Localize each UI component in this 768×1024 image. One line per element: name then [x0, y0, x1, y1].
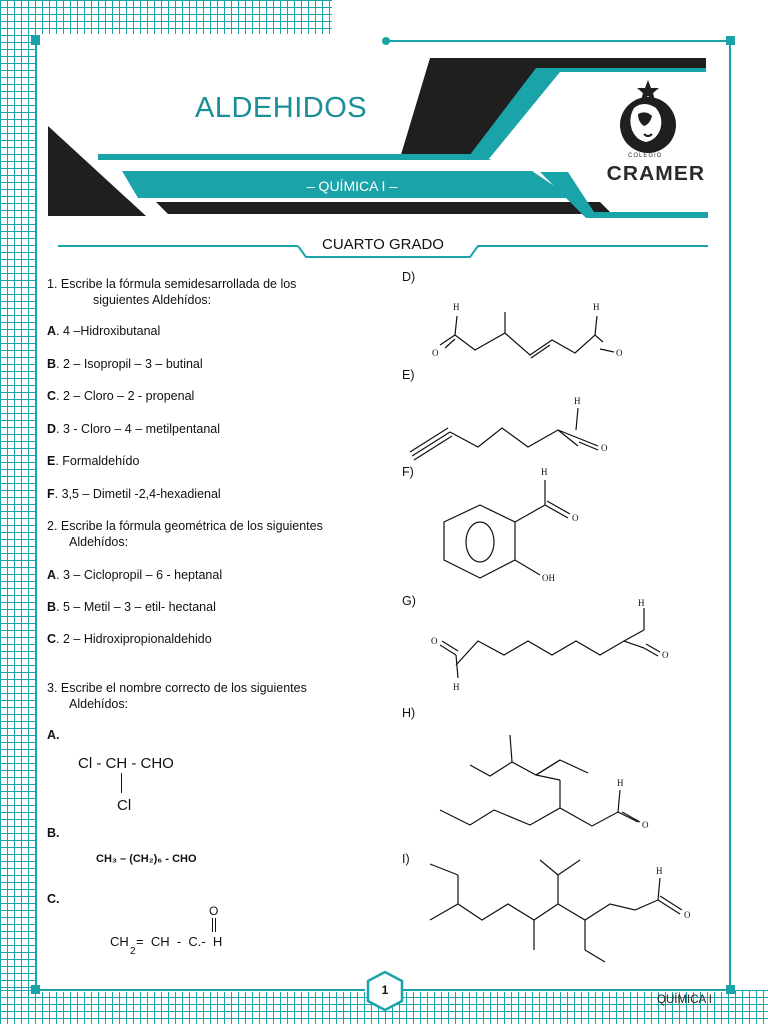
frame-bottom-right: [402, 989, 730, 991]
atom-o: O: [642, 820, 649, 830]
atom-o: O: [616, 348, 623, 358]
atom-h: H: [656, 866, 663, 876]
question-3-label-b: B.: [47, 826, 60, 840]
formula-a-line1: Cl - CH - CHO: [78, 755, 174, 772]
header-decoration: [0, 0, 768, 270]
atom-h: H: [593, 302, 600, 312]
atom-o: O: [572, 513, 579, 523]
formula-c-bond: [212, 918, 213, 932]
atom-h: H: [638, 598, 645, 608]
question-1-text-cont: siguientes Aldehídos:: [93, 293, 212, 307]
page-number: 1: [381, 983, 389, 997]
grade-label: CUARTO GRADO: [322, 236, 444, 253]
list-item: B. 2 – Isopropil – 3 – butinal: [47, 357, 203, 371]
formula-c-bond: [215, 918, 216, 932]
atom-o: O: [431, 636, 438, 646]
structure-label-i: I): [402, 852, 410, 866]
formula-c-main: CH = CH - C.- H: [110, 934, 223, 949]
skeletal-structures: [400, 290, 720, 980]
list-item: B. 5 – Metil – 3 – etil- hectanal: [47, 600, 216, 614]
list-item: C. 2 – Hidroxipropionaldehido: [47, 632, 212, 646]
structure-label-d: D): [402, 270, 416, 284]
structure-label-e: E): [402, 368, 415, 382]
corner-dot: [726, 985, 735, 994]
question-3-label-a: A.: [47, 728, 60, 742]
list-item: A. 4 –Hidroxibutanal: [47, 324, 161, 338]
frame-bottom-left: [35, 989, 365, 991]
list-item: F. 3,5 – Dimetil -2,4-hexadienal: [47, 487, 221, 501]
atom-o: O: [432, 348, 439, 358]
page-subtitle: – QUÍMICA I –: [306, 178, 398, 194]
formula-c-subscript: 2: [130, 946, 136, 957]
atom-o: O: [662, 650, 669, 660]
list-item: A. 3 – Ciclopropil – 6 - heptanal: [47, 568, 223, 582]
atom-o: O: [601, 443, 608, 453]
question-2-text: 2. Escribe la fórmula geométrica de los siguientes: [47, 519, 323, 533]
logo-small-text: COLEGIO: [628, 153, 663, 159]
page-title: ALDEHIDOS: [195, 92, 368, 124]
formula-a-line2: Cl: [117, 797, 132, 814]
question-3-label-c: C.: [47, 892, 60, 906]
corner-dot: [31, 985, 40, 994]
atom-h: H: [574, 396, 581, 406]
atom-h: H: [453, 302, 460, 312]
formula-a-bond: [121, 773, 122, 793]
structure-h: [440, 735, 640, 826]
atom-h: H: [453, 682, 460, 692]
formula-b: CH₃ – (CH₂)₆ - CHO: [96, 853, 197, 865]
question-3-text-cont: Aldehídos:: [69, 697, 129, 711]
question-1-text: 1. Escribe la fórmula semidesarrollada de los: [47, 277, 297, 291]
structure-g: [440, 608, 660, 678]
structure-label-h: H): [402, 706, 416, 720]
lion-logo-icon: [620, 80, 676, 153]
list-item: C. 2 – Cloro – 2 - propenal: [47, 389, 195, 403]
structure-f: [444, 480, 570, 578]
list-item: D. 3 - Cloro – 4 – metilpentanal: [47, 422, 221, 436]
list-item: E. Formaldehído: [47, 454, 140, 468]
structure-label-f: F): [402, 465, 414, 479]
question-3-text: 3. Escribe el nombre correcto de los siguientes: [47, 681, 307, 695]
footer-course: QUÍMICA I: [657, 994, 712, 1006]
question-2-text-cont: Aldehídos:: [69, 535, 129, 549]
atom-h: H: [617, 778, 624, 788]
atom-o: O: [684, 910, 691, 920]
atom-h: H: [541, 467, 548, 477]
atom-oh: OH: [542, 573, 555, 583]
logo-name: CRAMER: [606, 163, 706, 185]
structure-d: [440, 312, 614, 358]
structure-i: [430, 860, 682, 962]
formula-c-oxygen: O: [209, 904, 219, 918]
structure-e: [410, 408, 598, 460]
structure-label-g: G): [402, 594, 416, 608]
